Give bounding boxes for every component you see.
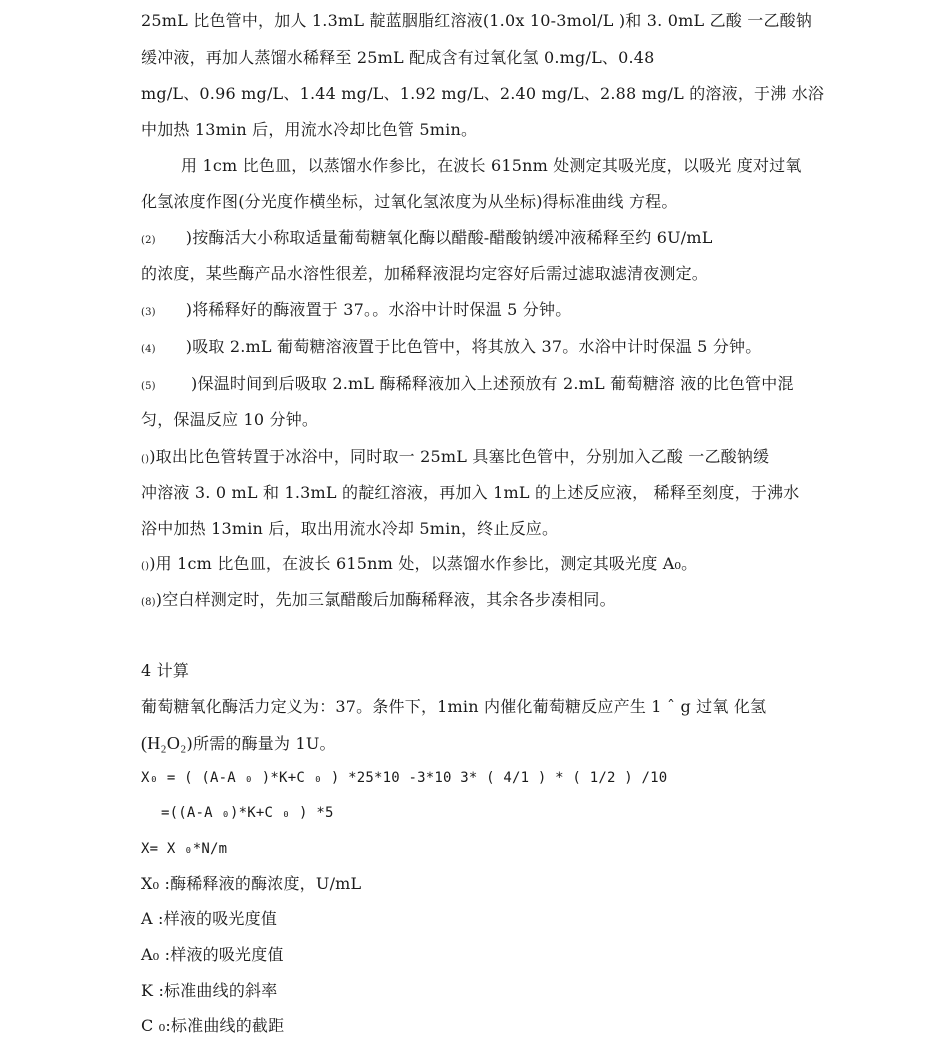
text-line (141, 732, 336, 755)
step-text: )吸取 2.mL 葡萄糖溶液置于比色管中，将其放入 37。水浴中计时保温 5 分钟。 (185, 337, 762, 356)
variable-definition: A₀ :样液的吸光度值 (141, 945, 284, 964)
step-marker: (4) (141, 344, 156, 355)
text-line: 匀，保温反应 10 分钟。 (141, 410, 319, 429)
step-marker: (2) (141, 235, 156, 246)
text-line: 用 1cm 比色皿，以蒸馏水作参比，在波长 615nm 处测定其吸光度，以吸光 度对过氧 (181, 156, 802, 175)
step-marker: (3) (141, 307, 156, 318)
step-text: )用 1cm 比色皿，在波长 615nm 处，以蒸馏水作参比，测定其吸光度 A₀。 (149, 554, 698, 573)
step-text: )按酶活大小称取适量葡萄糖氧化酶以醋酸-醋酸钠缓冲液稀释至约 6U/mL (185, 228, 713, 247)
step-line (141, 336, 761, 361)
text-line: 的浓度，某些酶产品水溶性很差，加稀释液混均定容好后需过滤取滤清夜测定。 (141, 264, 709, 283)
text-line: 25mL 比色管中，加人 1.3mL 靛蓝胭脂红溶液(1.0x 10-3mol/L )和 3. 0mL 乙酸 一乙酸钠 (141, 11, 813, 30)
text-line: 浴中加热 13min 后，取出用流水冷却 5min，终止反应。 (141, 519, 559, 538)
text-line: 化氢浓度作图(分光度作横坐标，过氧化氢浓度为从坐标)得标准曲线 方程。 (141, 192, 678, 211)
step-marker: (5) (141, 381, 156, 392)
text-line: 葡萄糖氧化酶活力定义为：37。条件下，1min 内催化葡萄糖反应产生 1 ˆ g 过氧 化氢 (141, 697, 767, 716)
step-marker: () (141, 561, 150, 572)
formula-h2o2: (H₂O₂ (141, 733, 187, 753)
text-line: 中加热 13min 后，用流水冷却比色管 5min。 (141, 120, 478, 139)
step-text: )取出比色管转置于冰浴中，同时取一 25mL 具塞比色管中，分别加入乙酸 一乙酸钠缓 (149, 447, 770, 466)
step-text: )保温时间到后吸取 2.mL 酶稀释液加入上述预放有 2.mL 葡萄糖溶 液的比色管中混 (185, 374, 794, 393)
step-line (141, 589, 616, 614)
step-line (141, 373, 794, 398)
text-line: 冲溶液 3. 0 mL 和 1.3mL 的靛红溶液，再加入 1mL 的上述反应液， 稀释至刻度，于沸水 (141, 483, 800, 502)
step-line (141, 227, 713, 252)
variable-definition: A :样液的吸光度值 (141, 909, 278, 928)
step-text: )将稀释好的酶液置于 37。。水浴中计时保温 5 分钟。 (185, 300, 572, 319)
step-line (141, 446, 769, 471)
formula-line: =((A-A ₀)*K+C ₀ ) *5 (161, 805, 334, 821)
step-marker: (8) (141, 597, 156, 608)
formula-line: X₀ = ( (A-A ₀ )*K+C ₀ ) *25*10 -3*10 3* ( 4/1 ) * ( 1/2 ) /10 (141, 770, 668, 786)
text-line-rest: )所需的酶量为 1U。 (186, 734, 336, 753)
text-line: mg/L、0.96 mg/L、1.44 mg/L、1.92 mg/L、2.40 mg/L、2.88 mg/L 的溶液，于沸 水浴 (141, 84, 825, 103)
step-marker: () (141, 454, 150, 465)
step-text: )空白样测定时，先加三氯醋酸后加酶稀释液，其余各步凑相同。 (155, 590, 616, 609)
variable-definition: C ₀:标准曲线的截距 (141, 1016, 285, 1035)
section-heading: 4 计算 (141, 661, 190, 680)
formula-line: X= X ₀*N/m (141, 841, 228, 857)
step-line (141, 299, 571, 324)
variable-definition: X₀ :酶稀释液的酶浓度，U/mL (141, 874, 362, 893)
text-line: 缓冲液，再加人蒸馏水稀释至 25mL 配成含有过氧化氢 0.mg/L、0.48 (141, 48, 655, 67)
step-line (141, 553, 697, 578)
variable-definition: K :标准曲线的斜率 (141, 981, 278, 1000)
